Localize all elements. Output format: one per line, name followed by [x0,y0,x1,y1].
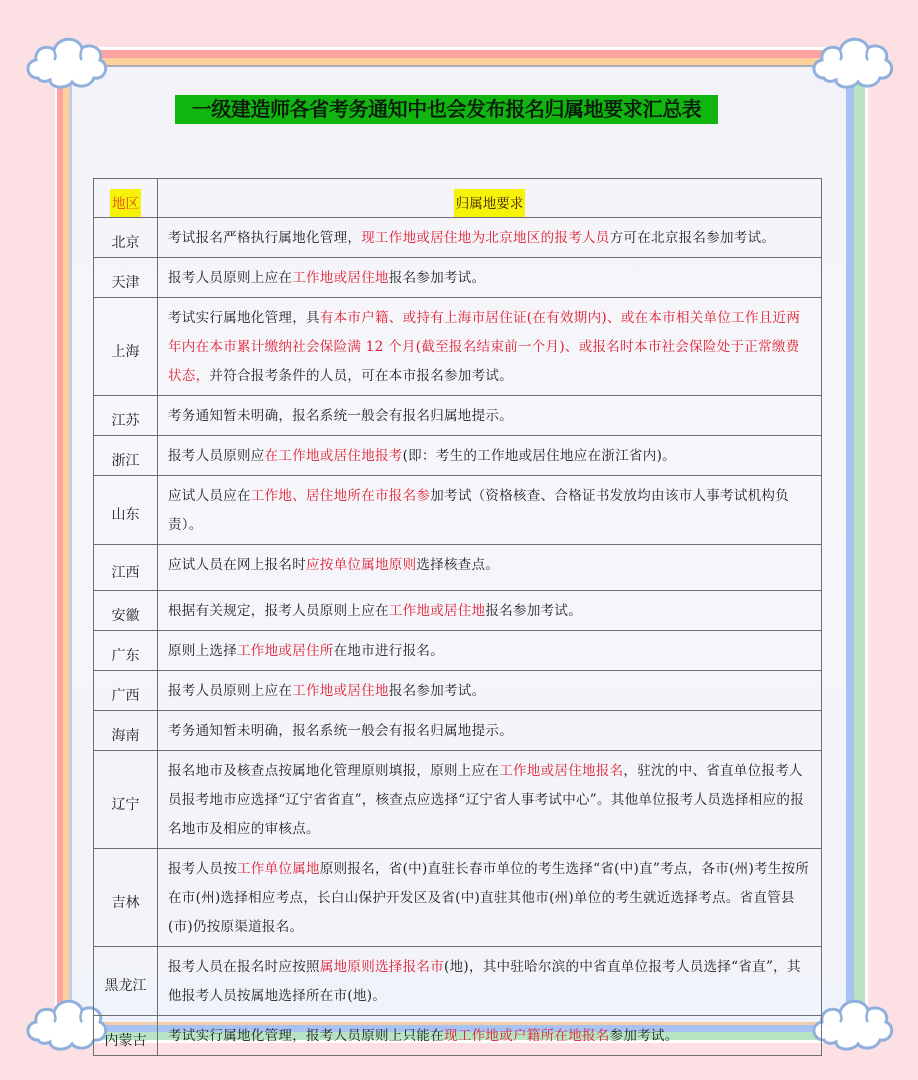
requirement-cell [158,545,822,591]
emphasis-text: 应按单位属地原则 [306,557,417,573]
emphasis-text: 现工作地或户籍所在地报名 [444,1028,610,1044]
region-cell: 辽宁 [94,751,158,849]
table-header-row [94,179,822,218]
region-cell: 上海 [94,298,158,396]
requirement-cell [158,476,822,545]
table-row [94,545,822,591]
table-row [94,218,822,258]
column-header-requirement-label: 归属地要求 [454,189,526,217]
requirement-text: 原则上选择 [168,643,237,659]
region-cell: 海南 [94,711,158,751]
table-row [94,947,822,1016]
region-cell: 天津 [94,258,158,298]
emphasis-text: 工作地或居住地 [292,270,389,286]
table-row [94,711,822,751]
table-row [94,591,822,631]
requirement-text: 并符合报考条件的人员，可在本市报名参加考试。 [209,368,514,384]
requirement-text: 考试实行属地化管理，报考人员原则上只能在 [168,1028,444,1044]
emphasis-text: 工作地或居住地 [388,603,486,619]
table-row [94,1016,822,1056]
requirement-text: 考务通知暂未明确，报名系统一般会有报名归属地提示。 [168,408,513,424]
requirement-text: 方可在北京报名参加考试。 [609,230,776,246]
table-row [94,671,822,711]
region-cell: 黑龙江 [94,947,158,1016]
requirement-text: 考试报名严格执行属地化管理， [168,230,362,246]
requirement-cell [158,711,822,751]
region-cell: 安徽 [94,591,158,631]
column-header-requirement [158,179,822,218]
requirements-table [93,178,821,1056]
emphasis-text: 属地原则选择报名市 [319,959,445,975]
requirement-text: 考试实行属地化管理，具 [168,310,320,326]
region-cell: 吉林 [94,849,158,947]
region-cell: 江苏 [94,396,158,436]
region-cell: 江西 [94,545,158,591]
requirement-cell [158,751,822,849]
region-cell: 广西 [94,671,158,711]
emphasis-text: 工作地或居住地 [292,683,389,699]
requirement-text: 报考人员在报名时应按照 [168,959,320,975]
region-cell: 北京 [94,218,158,258]
cloud-icon [20,28,112,94]
requirement-cell [158,258,822,298]
requirement-text: 报名参加考试。 [388,683,486,699]
requirement-cell [158,671,822,711]
requirement-text: 选择核查点。 [416,557,500,573]
page-title: 一级建造师各省考务通知中也会发布报名归属地要求汇总表 [175,95,718,124]
emphasis-text: 现工作地或居住地为北京地区的报考人员 [361,230,610,246]
requirement-cell [158,1016,822,1056]
requirement-text: 应试人员在网上报名时 [168,557,306,573]
requirement-text: 报考人员原则应 [168,448,265,464]
table-row [94,436,822,476]
requirement-cell [158,591,822,631]
requirement-cell [158,849,822,947]
cloud-icon [806,28,898,94]
emphasis-text: 有本市户籍、或持有上海市居住证(在有效期内)、或在本市相关单位工作且近两年内在本市累计缴纳社会保险满 12 个月(截至报名结束前一个月)、或报名时本市社会保险处于正常缴费状态， [168,310,801,384]
emphasis-text: 工作地或居住地报名 [499,763,624,779]
column-header-region [94,179,158,218]
table-row [94,396,822,436]
column-header-region-label: 地区 [110,189,141,217]
region-cell: 广东 [94,631,158,671]
card-top-edge [72,65,846,67]
requirement-text: 参加考试。 [609,1028,679,1044]
emphasis-text: 在工作地或居住地报考 [264,448,403,464]
emphasis-text: 工作地或居住所 [237,643,334,659]
requirement-text: 考务通知暂未明确，报名系统一般会有报名归属地提示。 [168,723,513,739]
region-cell: 浙江 [94,436,158,476]
requirement-text: 原则报名，省(中)直驻长春市单位的考生选择“省(中)直”考点，各市(州)考生按所在市(州)选择相应考点，长白山保护开发区及省(中)直驻其他市(州)单位的考生就近选择考点。省直管县(市)仍按原渠道报名。 [168,861,810,935]
requirement-text: (即：考生的工作地或居住地应在浙江省内)。 [402,448,676,464]
requirement-text: 报考人员原则上应在 [168,270,293,286]
requirement-text: 根据有关规定，报考人员原则上应在 [168,603,389,619]
requirements-table-grid [93,178,822,1056]
table-row [94,298,822,396]
table-row [94,849,822,947]
requirement-cell [158,298,822,396]
requirement-text: 在地市进行报名。 [333,643,445,659]
table-row [94,751,822,849]
region-cell: 内蒙古 [94,1016,158,1056]
requirement-text: ，驻沈的中、省直单位报考人员报考地市应选择“辽宁省省直”，核查点应选择“辽宁省人事考试中心”。其他单位报考人员选择相应的报名地市及相应的审核点。 [168,763,805,837]
requirement-cell [158,631,822,671]
region-cell: 山东 [94,476,158,545]
emphasis-text: 工作地、居住地所在市报名参 [250,488,431,504]
frame-stripe-pink [57,50,847,58]
requirement-text: 报名参加考试。 [485,603,583,619]
frame-stripe-orange [57,58,847,65]
table-row [94,631,822,671]
table-body [94,218,822,1056]
requirement-text: 加考试（资格核查、合格证书发放均由该市人事考试机构负责）。 [168,488,790,533]
requirement-cell [158,396,822,436]
requirement-cell [158,947,822,1016]
requirement-text: 报名地市及核查点按属地化管理原则填报，原则上应在 [168,763,500,779]
requirement-text: 报名参加考试。 [388,270,486,286]
requirement-text: 应试人员应在 [168,488,251,504]
table-row [94,476,822,545]
frame-stripe-green [854,64,865,1040]
requirement-text: 报考人员按 [168,861,237,877]
requirement-cell [158,218,822,258]
requirement-text: (地)，其中驻哈尔滨的中省直单位报考人员选择“省直”，其他报考人员按属地选择所在市(地)。 [168,959,801,1004]
frame-stripe-blue [846,64,854,1032]
table-row [94,258,822,298]
requirement-cell [158,436,822,476]
requirement-text: 报考人员原则上应在 [168,683,293,699]
emphasis-text: 工作单位属地 [237,861,320,877]
